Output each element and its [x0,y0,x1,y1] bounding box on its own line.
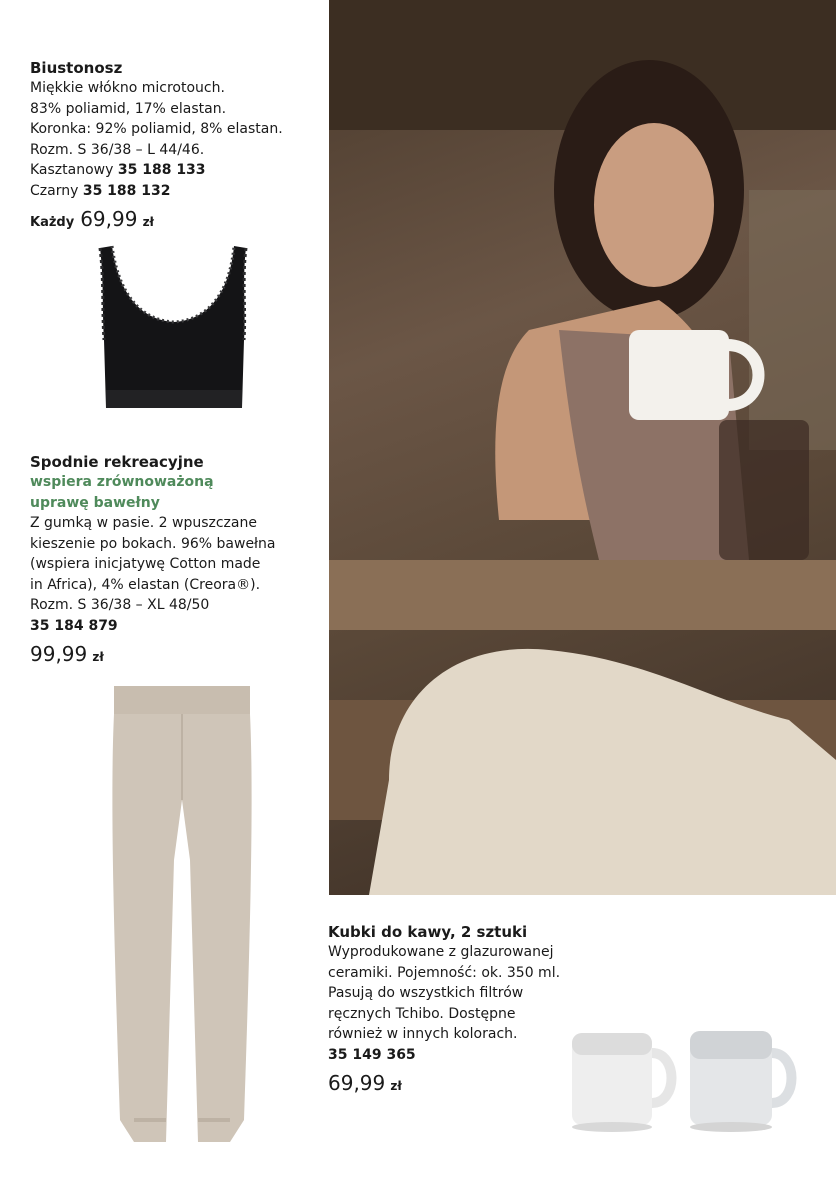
bra-price [30,207,320,231]
pants-price-value: 99,99 [30,642,88,666]
pants-title: Spodnie rekreacyjne [30,453,204,471]
bra-desc-1: Miękkie włókno microtouch. [30,80,225,96]
bra-title: Biustonosz [30,59,123,77]
mugs-price-value: 69,99 [328,1071,386,1095]
pants-code: 35 184 879 [30,617,118,634]
pants-price-currency: zł [92,650,104,664]
mugs-desc-5: również w innych kolorach. [328,1026,518,1042]
bra-info [30,58,320,231]
pants-eco-2: uprawę bawełny [30,494,160,511]
mugs-code: 35 149 365 [328,1046,416,1063]
bra-color-1-label: Kasztanowy [30,162,114,178]
mugs-desc-2: ceramiki. Pojemność: ok. 350 ml. [328,964,561,981]
bra-desc-4: Rozm. S 36/38 – L 44/46. [30,141,205,158]
mugs-desc-1: Wyprodukowane z glazurowanej [328,944,554,960]
bra-price-label: Każdy [30,215,75,230]
pants-desc-3: (wspiera inicjatywę Cotton made [30,556,261,572]
pants-info [30,452,320,666]
bra-color-2-label: Czarny [30,182,79,199]
mugs-desc-4: ręcznych Tchibo. Dostępne [328,1005,516,1022]
bra-price-value: 69,99 [80,207,138,231]
pants-image [110,680,255,1150]
pants-eco-1: wspiera zrównoważoną [30,474,214,490]
mugs-desc-3: Pasują do wszystkich filtrów [328,985,524,1001]
bra-desc-3: Koronka: 92% poliamid, 8% elastan. [30,121,283,137]
bra-color-2-code: 35 188 132 [82,182,171,199]
mugs-title: Kubki do kawy, 2 sztuki [328,923,528,941]
pants-desc-1: Z gumką w pasie. 2 wpuszczane [30,515,257,531]
bra-desc-2: 83% poliamid, 17% elastan. [30,100,227,117]
pants-desc-4: in Africa), 4% elastan (Creora®). [30,576,261,593]
bra-color-2 [30,181,320,202]
lifestyle-illustration [329,0,836,895]
lifestyle-photo [329,0,836,895]
mugs-image [568,1025,808,1135]
mugs-price-currency: zł [390,1079,402,1093]
pants-price [30,642,320,666]
bra-price-currency: zł [142,215,154,229]
bra-color-1-code: 35 188 133 [117,162,206,178]
pants-desc-2: kieszenie po bokach. 96% bawełna [30,535,276,552]
bra-color-1 [30,160,320,181]
bra-image [90,240,255,415]
pants-desc-5: Rozm. S 36/38 – XL 48/50 [30,597,210,613]
